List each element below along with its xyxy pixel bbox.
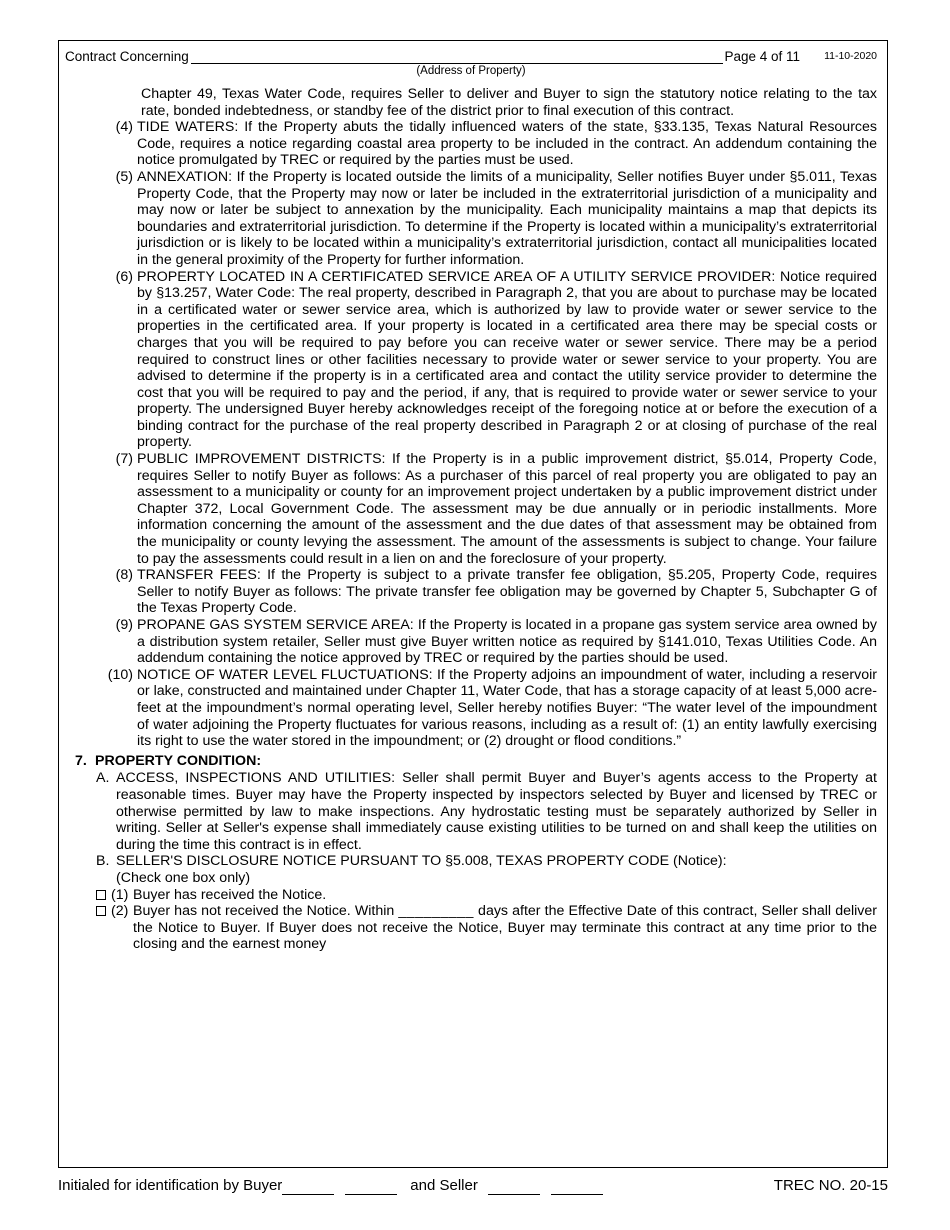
and-seller-label: and Seller xyxy=(410,1177,478,1194)
item-body: If the Property is in a public improvement district, §5.014, Property Code, requires Seller to notify Buyer as follows: As a purchaser of this parcel of real property you are obligated to pay an assessment to a municipality or county for an improvement project undertaken by a public improvement district under Chapter 372, Local Government Code. The assessment may be due annually or in periodic installments. More information concerning the amount of the assessment and the due dates of that assessment may be obtained from the municipality or county levying the assessment. The amount of the assessments is subject to change. Your failure to pay the assessments could result in a lien on and the foreclosure of your property. xyxy=(137,451,877,567)
list-item-8 xyxy=(105,567,877,617)
list-item-6 xyxy=(105,269,877,452)
trec-form-number: TREC NO. 20-15 xyxy=(773,1177,888,1194)
item-text xyxy=(137,119,877,169)
initialed-label: Initialed for identification by Buyer xyxy=(58,1177,283,1194)
section-number: 7. xyxy=(75,752,87,769)
list-item-9 xyxy=(105,617,877,667)
item-text xyxy=(137,667,877,750)
subsection-text xyxy=(116,770,877,853)
days-after-effective-date-blank[interactable]: _________ xyxy=(398,903,474,920)
item-title: ANNEXATION: xyxy=(137,168,233,185)
seller-initials-blank-1[interactable] xyxy=(488,1179,540,1195)
item-text xyxy=(137,567,877,617)
subsection-letter: B. xyxy=(96,853,110,870)
list-item-7 xyxy=(105,451,877,567)
address-of-property-blank[interactable] xyxy=(191,49,723,64)
item-title: NOTICE OF WATER LEVEL FLUCTUATIONS: xyxy=(137,666,433,683)
subsection-letter: A. xyxy=(96,770,110,787)
item-number: (6) xyxy=(115,268,133,285)
item-number: (9) xyxy=(115,617,133,633)
page-header xyxy=(65,49,877,64)
item-title: PROPERTY LOCATED IN A CERTIFICATED SERVICE AREA OF A UTILITY SERVICE PROVIDER: xyxy=(137,268,776,285)
option-text: Buyer has received the Notice. xyxy=(133,886,327,903)
item-text xyxy=(137,269,877,452)
subsection-a xyxy=(96,770,877,853)
subsection-title: ACCESS, INSPECTIONS AND UTILITIES: xyxy=(116,770,396,787)
item-title: PUBLIC IMPROVEMENT DISTRICTS: xyxy=(137,451,386,468)
item-title: PROPANE GAS SYSTEM SERVICE AREA: xyxy=(137,617,414,633)
subsection-text xyxy=(116,853,877,886)
item-text xyxy=(137,617,877,667)
item-number: (10) xyxy=(107,666,133,683)
option-text-after-blank: days after the Effective Date of this contract, Seller shall deliver the Notice to Buyer. If Buyer does not receive the Notice, Buyer may terminate this contract at any time prior to the closing and the earnest money xyxy=(133,903,877,953)
item-text xyxy=(137,451,877,567)
item-body: If the Property is subject to a private transfer fee obligation, §5.205, Property Code, requires Seller to notify Buyer as follows: The private transfer fee obligation may be governed by Chapter 5, Subchapter G of the Texas Property Code. xyxy=(137,567,877,617)
contract-concerning-label: Contract Concerning xyxy=(65,49,189,64)
notice-option-2-row xyxy=(96,903,877,953)
item-body: Notice required by §13.257, Water Code: The real property, described in Paragraph 2, that you are about to purchase may be located in a certificated water or sewer service area, which is authorized by law to provide water or sewer service to the properties in the certificated area. If your property is located in a certificated area there may be special costs or charges that you will be required to pay before you can receive water or sewer service. There may be a period required to construct lines or other facilities necessary to provide water or sewer service to your property. You are advised to determine if the property is in a certificated area and contact the utility service provider to determine the cost that you will be required to pay and the period, if any, that is required to provide water or sewer service to your property. The undersigned Buyer hereby acknowledges receipt of the foregoing notice at or before the execution of a binding contract for the purchase of the real property described in Paragraph 2 or at closing of purchase of the real property. xyxy=(137,268,877,451)
option-text-before-blank: Buyer has not received the Notice. Within xyxy=(133,903,399,920)
page-footer xyxy=(58,1177,888,1195)
item-number: (4) xyxy=(115,119,133,136)
option-number: (2) xyxy=(111,903,129,920)
item-number: (8) xyxy=(115,567,133,584)
initials-line xyxy=(58,1177,614,1195)
subsection-b xyxy=(96,853,877,886)
notice-option-1-row xyxy=(96,887,877,904)
form-revision-date: 11-10-2020 xyxy=(824,50,877,62)
item-body: If the Property abuts the tidally influenced waters of the state, §33.135, Texas Natural Resources Code, requires a notice regarding coastal area property to be included in the contract. An addendum containing the notice promulgated by TREC or required by the parties must be used. xyxy=(137,119,877,169)
option-text xyxy=(133,903,877,953)
item-body: If the Property is located outside the limits of a municipality, Seller notifies Buyer under §5.011, Texas Property Code, that the Property may now or later be included in the extraterritorial jurisdiction of a municipality and may now or later be subject to annexation by the municipality. Each municipality maintains a map that depicts its boundaries and extraterritorial jurisdiction. To determine if the Property is located within a municipality’s extraterritorial jurisdiction or is likely to be located within a municipality’s extraterritorial jurisdiction, contact all municipalities located in the general proximity of the Property for further information. xyxy=(137,168,877,268)
buyer-initials-blank-1[interactable] xyxy=(282,1179,334,1195)
item-text xyxy=(137,169,877,269)
item-number: (7) xyxy=(115,451,133,468)
item-body: If the Property is located in a propane gas system service area owned by a distribution system retailer, Seller must give Buyer written notice as required by §141.010, Texas Utilities Code. An addendum containing the notice approved by TREC or required by the parties should be used. xyxy=(137,617,877,667)
option-number: (1) xyxy=(111,886,129,903)
list-item-4 xyxy=(105,119,877,169)
buyer-initials-blank-2[interactable] xyxy=(345,1179,397,1195)
item-number: (5) xyxy=(115,168,133,185)
section-7-heading xyxy=(75,753,877,770)
section-title: PROPERTY CONDITION: xyxy=(95,752,262,769)
seller-initials-blank-2[interactable] xyxy=(551,1179,603,1195)
intro-paragraph: Chapter 49, Texas Water Code, requires Seller to deliver and Buyer to sign the statutory notice relating to the tax rate, bonded indebtedness, or standby fee of the district prior to final execution of this contract. xyxy=(141,86,877,119)
item-title: TIDE WATERS: xyxy=(137,119,239,136)
list-item-5 xyxy=(105,169,877,269)
item-body: If the Property adjoins an impoundment of water, including a reservoir or lake, constructed and maintained under Chapter 11, Water Code, that has a storage capacity of at least 5,000 acre-feet at the impoundment’s normal operating level, Seller hereby notifies Buyer: “The water level of the impoundment of water adjoining the Property fluctuates for various reasons, including as a result of: (1) an entity lawfully exercising its right to use the water stored in the impoundment; or (2) drought or flood conditions.” xyxy=(137,666,877,750)
checkbox-buyer-received-notice[interactable] xyxy=(96,890,106,900)
page-border-box xyxy=(58,40,888,1168)
check-one-box-note: (Check one box only) xyxy=(116,869,251,886)
page-number-label: Page 4 of 11 xyxy=(724,49,801,64)
subsection-body: Seller shall permit Buyer and Buyer’s agents access to the Property at reasonable times. Buyer may have the Property inspected by inspectors selected by Buyer and licensed by TREC or otherwise permitted by law to make inspections. Any hydrostatic testing must be separately authorized by Seller in writing. Seller at Seller's expense shall immediately cause existing utilities to be turned on and shall keep the utilities on during the time this contract is in effect. xyxy=(116,770,877,853)
list-item-10 xyxy=(105,667,877,750)
address-of-property-caption: (Address of Property) xyxy=(416,65,526,77)
numbered-items-list xyxy=(65,86,877,750)
item-title: TRANSFER FEES: xyxy=(137,567,261,584)
checkbox-buyer-not-received-notice[interactable] xyxy=(96,906,106,916)
subsection-title: SELLER'S DISCLOSURE NOTICE PURSUANT TO §5.008, TEXAS PROPERTY CODE (Notice): xyxy=(116,853,727,870)
